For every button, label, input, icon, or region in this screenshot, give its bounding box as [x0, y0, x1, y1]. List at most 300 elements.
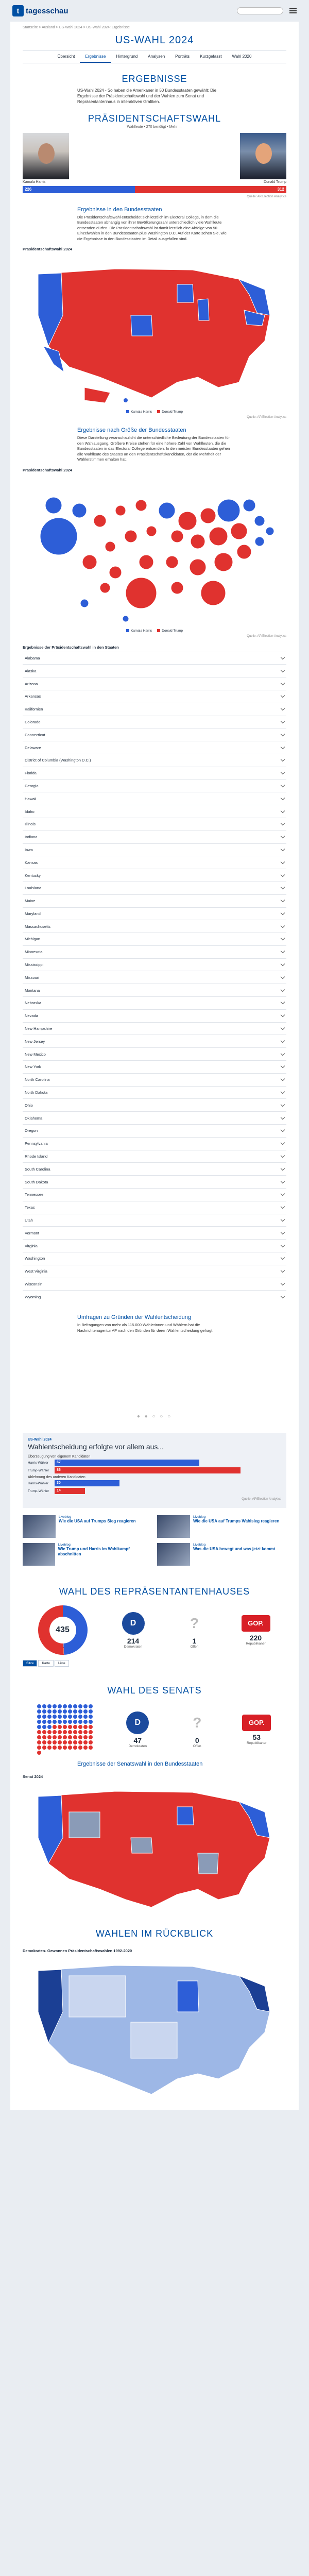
senate-seat: [89, 1725, 93, 1729]
state-bubble[interactable]: [94, 515, 106, 527]
chevron-down-icon: [281, 1256, 285, 1260]
chevron-down-icon: [281, 706, 285, 710]
video-embed[interactable]: [77, 1338, 232, 1411]
tab-item[interactable]: Porträts: [175, 54, 190, 59]
senate-seat: [37, 1720, 41, 1724]
state-bubble[interactable]: [214, 553, 233, 571]
teaser-kicker: Liveblog: [193, 1543, 206, 1547]
state-bubble[interactable]: [255, 537, 264, 546]
senate-seat: [58, 1740, 62, 1744]
senate-seat: [68, 1730, 72, 1734]
state-row[interactable]: [23, 1265, 286, 1278]
state-row[interactable]: [23, 1073, 286, 1086]
chevron-down-icon: [281, 1115, 285, 1119]
senate-seat: [73, 1715, 77, 1719]
state-name: Pennsylvania: [25, 1141, 48, 1146]
senate-seat: [73, 1704, 77, 1708]
senate-dem-count: 47: [133, 1736, 142, 1744]
state-row[interactable]: [23, 716, 286, 728]
question-icon: ?: [183, 1612, 206, 1635]
senate-seat: [42, 1740, 46, 1744]
menu-icon[interactable]: [289, 8, 297, 13]
state-row[interactable]: [23, 1252, 286, 1265]
senate-seat: [63, 1715, 67, 1719]
results-title: ERGEBNISSE: [122, 74, 187, 84]
state-row[interactable]: [23, 1009, 286, 1022]
senate-dem-label: Demokraten: [128, 1744, 147, 1748]
teaser-card[interactable]: [23, 1515, 152, 1538]
state-bubble[interactable]: [115, 505, 126, 516]
pager-item[interactable]: Karte: [38, 1660, 54, 1667]
map2-legend: [10, 629, 299, 633]
senate-seat: [37, 1715, 41, 1719]
state-row[interactable]: [23, 741, 286, 754]
senate-seat: [89, 1715, 93, 1719]
senate-seat: [78, 1709, 82, 1714]
state-row[interactable]: [23, 971, 286, 984]
senate-seat: [89, 1720, 93, 1724]
map1-label: Präsidentschaftswahl 2024: [23, 247, 72, 252]
state-row[interactable]: [23, 1022, 286, 1035]
state-name: Missouri: [25, 975, 39, 980]
pager-item[interactable]: Sitze: [23, 1660, 37, 1667]
chevron-down-icon: [281, 1217, 285, 1222]
senate-seat: [53, 1740, 57, 1744]
logo-icon: t: [12, 5, 24, 16]
senate-seat: [83, 1720, 88, 1724]
state-bubble[interactable]: [45, 497, 62, 514]
state-row[interactable]: [23, 958, 286, 971]
state-row[interactable]: [23, 805, 286, 818]
state-bubble[interactable]: [139, 555, 153, 569]
state-name: Maryland: [25, 911, 41, 916]
senate-seat: [68, 1735, 72, 1739]
senate-seat: [78, 1704, 82, 1708]
senate-seat: [58, 1745, 62, 1750]
senate-seat: [53, 1709, 57, 1714]
chevron-down-icon: [281, 1000, 285, 1004]
state-row[interactable]: [23, 818, 286, 831]
state-bubble[interactable]: [171, 530, 183, 543]
state-bubble[interactable]: [159, 502, 175, 519]
state-bubble[interactable]: [209, 527, 228, 546]
map2-text: Diese Darstellung veranschaulicht die unterschiedliche Bedeutung der Bundesstaaten für den Wahlausgang. Größere Kreise stehen für eine höhere Zahl von Wahlleuten, die die Bundesstaaten in das Electoral College entsenden. In den meisten Bundesstaaten gehen alle Wahlleute des Staates an den Präsidentschaftskandidaten, der die Mehrheit der Wählerstimmen erhalten hat.: [77, 435, 230, 462]
senate-seat: [58, 1725, 62, 1729]
state-name: Iowa: [25, 847, 33, 852]
trump-photo: [240, 133, 286, 179]
state-name: Montana: [25, 988, 40, 993]
state-row[interactable]: [23, 1150, 286, 1163]
presidential-title: PRÄSIDENTSCHAFTSWAHL: [88, 113, 221, 124]
legend-trump: Donald Trump: [157, 410, 183, 414]
senate-seat: [63, 1740, 67, 1744]
state-bubble[interactable]: [100, 583, 110, 593]
survey-heading: Wahlentscheidung erfolgte vor allem aus...: [28, 1443, 164, 1451]
senate-seat: [73, 1735, 77, 1739]
house-pager: [23, 1660, 286, 1667]
senate-seat: [53, 1720, 57, 1724]
senate-seat: [37, 1745, 41, 1750]
state-bubble[interactable]: [171, 582, 183, 594]
chevron-down-icon: [281, 1294, 285, 1298]
state-bubble[interactable]: [125, 530, 137, 543]
senate-seat: [78, 1730, 82, 1734]
senate-seat: [68, 1725, 72, 1729]
state-row[interactable]: [23, 1047, 286, 1060]
state-bubble[interactable]: [254, 516, 265, 526]
house-rep-label: Republikaner: [246, 1641, 266, 1646]
senate-seat: [83, 1740, 88, 1744]
state-bubble[interactable]: [237, 545, 251, 559]
state-name: Ohio: [25, 1103, 33, 1108]
senate-dem: [122, 1711, 153, 1748]
senate-seat: [37, 1709, 41, 1714]
senate-seat: [78, 1725, 82, 1729]
senate-seat: [68, 1740, 72, 1744]
state-row[interactable]: [23, 767, 286, 779]
senate-seat: [73, 1730, 77, 1734]
senate-results: [23, 1704, 286, 1755]
review-label: Demokraten- Gewonnen Präsidentschaftswahlen 1992-2020: [23, 1948, 132, 1954]
state-bubble[interactable]: [166, 556, 178, 568]
state-row[interactable]: [23, 1290, 286, 1303]
state-name: Kentucky: [25, 873, 41, 878]
state-row[interactable]: [23, 843, 286, 856]
teaser-card[interactable]: [157, 1515, 286, 1538]
chevron-down-icon: [281, 1077, 285, 1081]
search-input[interactable]: [237, 7, 283, 14]
state-name: Delaware: [25, 745, 41, 750]
state-bubble[interactable]: [105, 541, 115, 552]
chevron-down-icon: [281, 795, 285, 800]
state-bubble[interactable]: [135, 500, 147, 511]
chevron-down-icon: [281, 898, 285, 902]
chevron-down-icon: [281, 872, 285, 876]
state-bubble[interactable]: [201, 581, 226, 605]
state-row[interactable]: [23, 894, 286, 907]
senate-seat: [58, 1704, 62, 1708]
senate-seat: [47, 1709, 52, 1714]
teaser-title: Wie die USA auf Trumps Sieg reagieren: [59, 1519, 136, 1524]
state-bubble[interactable]: [217, 499, 240, 522]
state-row[interactable]: [23, 792, 286, 805]
senate-seat: [89, 1704, 93, 1708]
state-name: Wyoming: [25, 1294, 41, 1299]
chevron-down-icon: [281, 732, 285, 736]
bar-row: [28, 1460, 281, 1466]
state-row[interactable]: [23, 882, 286, 894]
bar-label: Trump-Wähler: [28, 1468, 49, 1472]
bar-row: [28, 1488, 281, 1494]
review-title: WAHLEN IM RÜCKBLICK: [95, 1928, 214, 1939]
state-row[interactable]: [23, 1086, 286, 1099]
state-bubble[interactable]: [72, 503, 87, 518]
state-name: Maine: [25, 899, 36, 904]
electoral-tally-bar: [23, 186, 286, 193]
bar-row: [28, 1467, 281, 1473]
chevron-down-icon: [281, 1268, 285, 1273]
teaser-card[interactable]: [157, 1543, 286, 1566]
pager-item[interactable]: Liste: [55, 1660, 69, 1667]
state-row[interactable]: [23, 779, 286, 792]
chevron-down-icon: [281, 847, 285, 851]
state-name: Colorado: [25, 719, 41, 724]
chevron-down-icon: [281, 1205, 285, 1209]
state-row[interactable]: [23, 1162, 286, 1175]
top-bar: [0, 0, 309, 22]
state-row[interactable]: [23, 907, 286, 920]
senate-seat: [42, 1715, 46, 1719]
senate-seat: [63, 1720, 67, 1724]
state-row[interactable]: [23, 920, 286, 933]
teaser-image: [23, 1515, 56, 1538]
teaser-image: [157, 1543, 190, 1566]
survey-kicker: US-Wahl 2024: [28, 1438, 52, 1442]
state-row[interactable]: [23, 856, 286, 869]
tab-item[interactable]: Kurzgefasst: [200, 54, 222, 59]
state-name: Massachusetts: [25, 924, 51, 929]
state-name: North Carolina: [25, 1077, 50, 1082]
senate-open-count: 0: [195, 1736, 199, 1744]
senate-seat: [42, 1730, 46, 1734]
chevron-down-icon: [281, 1090, 285, 1094]
state-name: Alabama: [25, 655, 40, 660]
state-name: Kansas: [25, 860, 38, 865]
survey-source: Quelle: AP/Election Analytics: [242, 1498, 281, 1501]
tab-item[interactable]: Wahl 2020: [232, 54, 252, 59]
teaser-kicker: Liveblog: [59, 1515, 72, 1519]
state-name: Louisiana: [25, 886, 42, 891]
state-row[interactable]: [23, 831, 286, 843]
state-bubble[interactable]: [243, 499, 255, 512]
bar-trump-2: 14: [55, 1488, 85, 1494]
us-map-history[interactable]: [23, 1955, 286, 2110]
senate-seat: [47, 1720, 52, 1724]
state-row[interactable]: [23, 703, 286, 716]
state-name: Idaho: [25, 809, 35, 814]
senate-seat: [89, 1730, 93, 1734]
state-name: Arizona: [25, 681, 38, 686]
senate-seat: [53, 1745, 57, 1750]
senate-seat: [53, 1735, 57, 1739]
survey-chart: [23, 1433, 286, 1508]
chevron-down-icon: [281, 885, 285, 889]
carousel-dots[interactable]: ● ● ○ ○ ○: [136, 1414, 173, 1420]
state-name: Rhode Island: [25, 1154, 48, 1159]
house-open: [179, 1612, 210, 1649]
survey-q1: Überzeugung von eigenem Kandidaten: [28, 1455, 91, 1459]
chevron-down-icon: [281, 859, 285, 863]
state-name: Nevada: [25, 1013, 38, 1019]
state-row[interactable]: [23, 728, 286, 741]
chevron-down-icon: [281, 1230, 285, 1234]
logo-text: tagesschau: [26, 6, 68, 15]
senate-seat: [37, 1751, 41, 1755]
candidate-harris: [23, 133, 69, 184]
us-map-presidential[interactable]: [23, 253, 286, 408]
state-row[interactable]: [23, 754, 286, 767]
legend-harris-2: Kamala Harris: [126, 629, 152, 633]
state-row[interactable]: [23, 1214, 286, 1227]
state-row[interactable]: [23, 1239, 286, 1252]
trump-votes: 312: [135, 186, 286, 193]
chevron-down-icon: [281, 1013, 285, 1017]
state-bubble[interactable]: [231, 523, 247, 539]
tab-item[interactable]: Ergebnisse: [80, 51, 111, 63]
senate-seat: [78, 1745, 82, 1750]
state-row[interactable]: [23, 869, 286, 882]
senate-seat: [83, 1730, 88, 1734]
senate-seat-grid: [37, 1704, 94, 1755]
house-dem-count: 214: [127, 1636, 140, 1645]
senate-seat: [63, 1709, 67, 1714]
senate-seat: [42, 1709, 46, 1714]
state-name: Mississippi: [25, 962, 44, 968]
state-row[interactable]: [23, 1111, 286, 1124]
state-name: Kalifornien: [25, 707, 43, 712]
senate-seat: [47, 1704, 52, 1708]
senate-seat: [78, 1715, 82, 1719]
state-bubble[interactable]: [191, 534, 205, 549]
state-row[interactable]: [23, 664, 286, 677]
map1-text: Die Präsidentschaftswahl entscheidet sich letztlich im Electoral College, in dem die Bundesstaaten abhängig von ihrer Bevölkerungszahl unterschiedlich viele Wahlleute entsenden dürfen. Die Präsidentschaftswahl ist damit letztlich eine Abfolge von 50 Einzelwahlen in den Bundesstaaten plus Washington D.C. Auf der Karte sehen Sie, wie die Ergebnisse in den Bundesstaaten im Detail ausgefallen sind.: [77, 214, 227, 241]
candidate-trump: [240, 133, 286, 184]
house-dem-label: Demokraten: [124, 1645, 143, 1649]
tab-item[interactable]: Übersicht: [57, 54, 75, 59]
state-bubble[interactable]: [40, 518, 77, 555]
teaser-kicker: Liveblog: [193, 1515, 206, 1519]
state-row[interactable]: [23, 1060, 286, 1073]
state-row[interactable]: [23, 945, 286, 958]
chevron-down-icon: [281, 834, 285, 838]
senate-seat: [89, 1709, 93, 1714]
harris-photo: [23, 133, 69, 179]
breadcrumb[interactable]: Startseite > Ausland > US-Wahl 2024 > US-Wahl 2024: Ergebnisse: [23, 26, 130, 29]
senate-seat: [89, 1745, 93, 1750]
state-row[interactable]: [23, 652, 286, 665]
state-name: Indiana: [25, 835, 38, 840]
state-name: Michigan: [25, 937, 41, 942]
state-row[interactable]: [23, 984, 286, 996]
state-bubble[interactable]: [109, 566, 122, 579]
us-bubble-map[interactable]: [23, 474, 286, 629]
state-bubble[interactable]: [146, 526, 157, 536]
state-bubble[interactable]: [178, 512, 197, 530]
senate-seat: [68, 1745, 72, 1750]
state-name: New York: [25, 1064, 41, 1070]
state-bubble[interactable]: [190, 559, 206, 575]
state-row[interactable]: [23, 933, 286, 945]
state-bubble[interactable]: [126, 578, 157, 608]
senate-seat: [68, 1715, 72, 1719]
trump-name: Donald Trump: [264, 180, 286, 184]
senate-seat: [68, 1704, 72, 1708]
senate-seat: [89, 1740, 93, 1744]
senate-seat: [37, 1725, 41, 1729]
chevron-down-icon: [281, 719, 285, 723]
page-title: US-WAHL 2024: [115, 35, 194, 46]
logo[interactable]: [12, 5, 68, 16]
state-name: Minnesota: [25, 950, 43, 955]
chevron-down-icon: [281, 1103, 285, 1107]
senate-seat: [83, 1715, 88, 1719]
senate-seat: [37, 1730, 41, 1734]
state-row[interactable]: [23, 1226, 286, 1239]
chevron-down-icon: [281, 1166, 285, 1171]
bar-label: Harris-Wähler: [28, 1481, 49, 1485]
harris-votes: 226: [23, 186, 135, 193]
senate-seat: [42, 1745, 46, 1750]
senate-seat: [73, 1709, 77, 1714]
state-row[interactable]: [23, 677, 286, 690]
state-row[interactable]: [23, 1175, 286, 1188]
senate-seat: [73, 1740, 77, 1744]
chevron-down-icon: [281, 757, 285, 761]
state-list-label: Ergebnisse der Präsidentschaftswahl in den Staaten: [23, 645, 119, 650]
results-intro: US-Wahl 2024 - So haben die Amerikaner in 50 Bundesstaaten gewählt: Die Ergebnisse der Präsidentschaftswahl und der Wahlen zum Senat und Repräsentantenhaus in interaktiven Grafiken.: [77, 88, 217, 105]
teaser-card[interactable]: [23, 1543, 152, 1566]
teaser-image: [23, 1543, 55, 1566]
us-map-senate[interactable]: [23, 1781, 286, 1915]
teaser-image: [157, 1515, 190, 1538]
senate-seat: [83, 1735, 88, 1739]
chevron-down-icon: [281, 949, 285, 953]
teaser-title: Wie die USA auf Trumps Wahlsieg reagieren: [193, 1519, 280, 1524]
state-row[interactable]: [23, 1201, 286, 1214]
state-row[interactable]: [23, 996, 286, 1009]
state-bubble[interactable]: [123, 616, 129, 622]
map2-heading: Ergebnisse nach Größe der Bundesstaaten: [77, 427, 186, 434]
state-bubble[interactable]: [266, 527, 274, 535]
header-tools: [237, 7, 297, 14]
state-row[interactable]: [23, 1124, 286, 1137]
state-bubble[interactable]: [80, 599, 89, 607]
state-row[interactable]: [23, 1035, 286, 1047]
senate-seat: [47, 1715, 52, 1719]
state-name: New Hampshire: [25, 1026, 53, 1031]
state-row[interactable]: [23, 1137, 286, 1150]
chevron-down-icon: [281, 962, 285, 966]
senate-seat: [73, 1725, 77, 1729]
senate-seat: [83, 1745, 88, 1750]
chevron-down-icon: [281, 693, 285, 698]
senate-seat: [83, 1704, 88, 1708]
state-row[interactable]: [23, 690, 286, 703]
state-bubble[interactable]: [200, 508, 216, 523]
teaser-title: Wie Trump und Harris im Wahlkampf abschnitten: [58, 1547, 130, 1556]
senate-rep-label: Republikaner: [247, 1741, 267, 1745]
state-row[interactable]: [23, 1098, 286, 1111]
senate-rep-count: 53: [252, 1733, 261, 1741]
chevron-down-icon: [281, 783, 285, 787]
house-title: WAHL DES REPRÄSENTANTENHAUSES: [59, 1586, 250, 1597]
chevron-down-icon: [281, 975, 285, 979]
state-row[interactable]: [23, 1278, 286, 1291]
state-bubble[interactable]: [82, 555, 97, 569]
state-row[interactable]: [23, 1188, 286, 1201]
state-name: District of Columbia (Washington D.C.): [25, 758, 91, 763]
state-name: Tennessee: [25, 1192, 44, 1197]
gop-logo-icon: GOP.: [242, 1615, 270, 1632]
senate-seat: [58, 1709, 62, 1714]
tab-item[interactable]: Hintergrund: [116, 54, 138, 59]
tab-item[interactable]: Analysen: [148, 54, 165, 59]
senate-seat: [47, 1725, 52, 1729]
state-accordion: [23, 652, 286, 1303]
chevron-down-icon: [281, 936, 285, 940]
house-total: 435: [49, 1617, 76, 1643]
legend-trump-2: Donald Trump: [157, 629, 183, 633]
